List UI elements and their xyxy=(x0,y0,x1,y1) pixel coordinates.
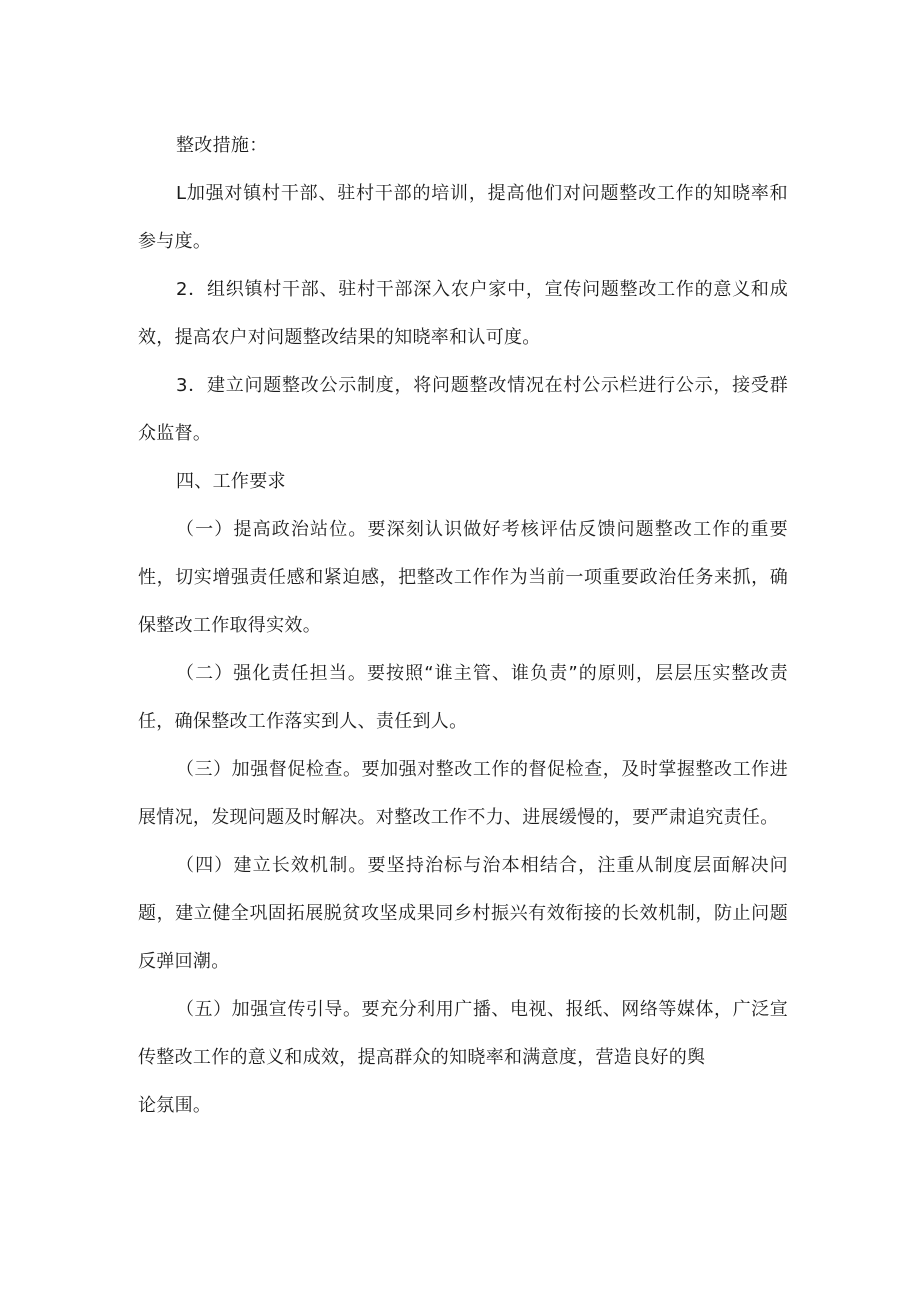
document-body xyxy=(138,122,788,1130)
measure-item-1: L加强对镇村干部、驻村干部的培训，提高他们对问题整改工作的知晓率和参与度。 xyxy=(138,183,788,252)
requirement-2: （二）强化责任担当。要按照“谁主管、谁负责”的原则，层层压实整改责任，确保整改工作落实到人、责任到人。 xyxy=(138,663,788,732)
requirement-4: （四）建立长效机制。要坚持治标与治本相结合，注重从制度层面解决问题，建立健全巩固拓展脱贫攻坚成果同乡村振兴有效衔接的长效机制，防止问题反弹回潮。 xyxy=(138,855,788,972)
requirement-5 xyxy=(138,986,788,1130)
requirement-1: （一）提高政治站位。要深刻认识做好考核评估反馈问题整改工作的重要性，切实增强责任感和紧迫感，把整改工作作为当前一项重要政治任务来抓，确保整改工作取得实效。 xyxy=(138,519,788,636)
measure-item-2: 2．组织镇村干部、驻村干部深入农户家中，宣传问题整改工作的意义和成效，提高农户对问题整改结果的知晓率和认可度。 xyxy=(138,279,788,348)
measures-heading: 整改措施： xyxy=(176,135,268,156)
requirement-5-continuation: 论氛围。 xyxy=(138,1095,212,1116)
section-heading-work-requirements: 四、工作要求 xyxy=(176,471,286,492)
measure-item-3: 3．建立问题整改公示制度，将问题整改情况在村公示栏进行公示，接受群众监督。 xyxy=(138,375,788,444)
requirement-5-text: （五）加强宣传引导。要充分利用广播、电视、报纸、网络等媒体，广泛宣传整改工作的意义和成效，提高群众的知晓率和满意度，营造良好的舆 xyxy=(138,999,788,1068)
requirement-3: （三）加强督促检查。要加强对整改工作的督促检查，及时掌握整改工作进展情况，发现问题及时解决。对整改工作不力、进展缓慢的，要严肃追究责任。 xyxy=(138,759,788,828)
